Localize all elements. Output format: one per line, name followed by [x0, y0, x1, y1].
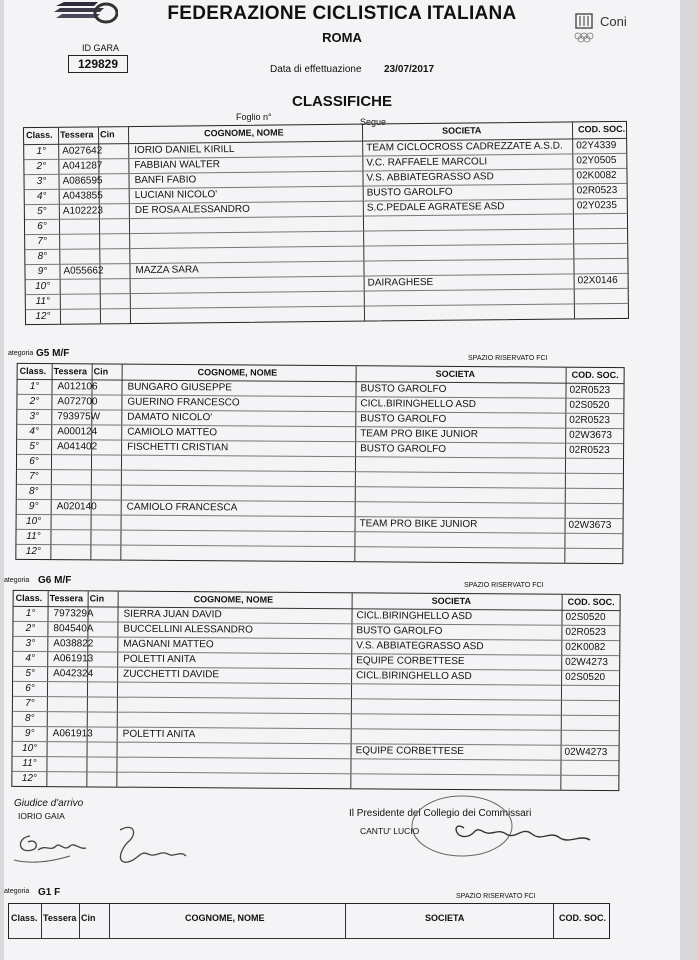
cell-tessera: A086595: [62, 175, 103, 187]
cell-tessera: A041287: [62, 160, 103, 172]
cell-cod: 02W4273: [565, 656, 609, 669]
column-divider: [109, 904, 110, 938]
cell-cod: 02K0082: [565, 641, 606, 654]
cell-pos: 1°: [29, 380, 40, 393]
cell-name: CAMIOLO FRANCESCA: [126, 501, 238, 514]
cell-name: ZUCCHETTI DAVIDE: [123, 668, 220, 681]
cell-tessera: A041402: [57, 441, 98, 453]
id-gara-label: ID GARA: [82, 43, 120, 53]
header-cod: COD. SOC.: [571, 369, 619, 381]
header-cin: Cin: [89, 593, 105, 604]
coni-logo-text: Coni: [600, 14, 627, 29]
cell-pos: 12°: [35, 310, 51, 323]
cell-pos: 2°: [36, 160, 47, 173]
spazio-riservato-label: SPAZIO RISERVATO FCI: [464, 582, 544, 589]
cell-societa: TEAM PRO BIKE JUNIOR: [360, 428, 479, 441]
cell-societa: BUSTO GAROLFO: [356, 625, 443, 637]
cell-pos: 1°: [36, 145, 47, 158]
category-label: ategoria: [8, 350, 34, 357]
date-value: 23/07/2017: [384, 64, 435, 75]
cell-cod: 02S0520: [569, 399, 610, 412]
cell-name: LUCIANI NICOLO': [134, 189, 218, 202]
header-cin: Cin: [100, 129, 115, 140]
cell-pos: 10°: [21, 742, 38, 755]
cell-pos: 11°: [22, 757, 37, 770]
cell-pos: 4°: [29, 425, 40, 438]
cell-name: IORIO DANIEL KIRILL: [134, 143, 235, 157]
header-class: Class.: [11, 913, 38, 923]
header-societa: SOCIETA: [435, 368, 476, 380]
cell-cod: 02R0523: [569, 414, 610, 427]
cell-societa: BUSTO GAROLFO: [360, 443, 447, 455]
category-name: G6 M/F: [38, 575, 72, 586]
cell-pos: 7°: [37, 235, 48, 248]
cell-societa: CICL.BIRINGHELLO ASD: [356, 610, 473, 623]
header-tessera: Tessera: [43, 913, 77, 923]
section-title: CLASSIFICHE: [291, 93, 392, 110]
cell-societa: V.S. ABBIATEGRASSO ASD: [356, 640, 484, 653]
spazio-riservato-label: SPAZIO RISERVATO FCI: [468, 355, 548, 362]
column-divider: [345, 904, 346, 938]
cell-name: BUCCELLINI ALESSANDRO: [123, 623, 253, 636]
cell-tessera: A038822: [53, 638, 94, 650]
cell-pos: 9°: [37, 265, 48, 278]
giudice-name: IORIO GAIA: [18, 811, 65, 821]
cell-cod: 02Y0235: [576, 199, 617, 212]
cell-cod: 02X0146: [577, 274, 618, 287]
cell-tessera: A020140: [56, 501, 97, 513]
federation-title: FEDERAZIONE CICLISTICA ITALIANA: [167, 3, 517, 24]
cell-tessera: A061913: [52, 728, 93, 740]
cell-cod: 02K0082: [576, 169, 617, 182]
cell-pos: 12°: [21, 772, 37, 785]
header-cod: COD. SOC.: [567, 596, 615, 608]
cell-cod: 02R0523: [565, 626, 607, 639]
cell-cod: 02Y4339: [576, 139, 617, 152]
cell-pos: 9°: [24, 727, 35, 740]
cell-societa: TEAM PRO BIKE JUNIOR: [359, 518, 478, 531]
cell-pos: 8°: [28, 485, 39, 498]
cell-societa: BUSTO GAROLFO: [360, 413, 447, 425]
results-table: [15, 363, 624, 564]
cell-societa: TEAM CICLOCROSS CADREZZATE A.S.D.: [366, 140, 563, 154]
cell-name: FISCHETTI CRISTIAN: [127, 441, 229, 454]
cell-pos: 9°: [28, 500, 39, 513]
cell-pos: 3°: [25, 637, 36, 650]
cell-tessera: A027642: [62, 145, 103, 157]
cell-societa: DAIRAGHESE: [367, 276, 434, 289]
cell-societa: EQUIPE CORBETTESE: [355, 745, 464, 758]
id-gara-value: 129829: [68, 55, 128, 73]
cell-societa: BUSTO GAROLFO: [360, 383, 447, 395]
cell-pos: 5°: [37, 205, 47, 218]
results-sheet: [4, 0, 680, 960]
cell-tessera: A102223: [62, 205, 103, 217]
cell-pos: 4°: [36, 190, 47, 203]
cell-societa: BUSTO GAROLFO: [366, 186, 453, 199]
cell-pos: 3°: [36, 175, 47, 188]
header-name: COGNOME, NOME: [185, 913, 265, 923]
presidente-name: CANTU' LUCIO: [360, 826, 420, 836]
segue-label: Segue: [360, 117, 387, 127]
cell-pos: 11°: [35, 295, 51, 308]
cell-pos: 7°: [25, 697, 35, 710]
city-label: ROMA: [322, 30, 362, 45]
giudice-signature-icon: [10, 820, 210, 878]
cell-pos: 3°: [29, 410, 40, 423]
header-cod: COD. SOC.: [577, 123, 626, 135]
cell-cod: 02R0523: [576, 184, 618, 197]
header-class: Class.: [19, 365, 47, 377]
cell-name: FABBIAN WALTER: [134, 159, 221, 172]
category-label: ategoria: [4, 577, 30, 584]
header-cod: COD. SOC.: [559, 913, 607, 923]
cell-name: MAGNANI MATTEO: [123, 638, 214, 651]
cell-name: MAZZA SARA: [135, 264, 199, 276]
presidente-label: Il Presidente del Collegio dei Commissari: [349, 808, 532, 819]
header-cin: Cin: [93, 366, 109, 377]
category-name: G5 M/F: [36, 348, 70, 359]
cell-tessera: 797329A: [53, 608, 94, 620]
header-tessera: Tessera: [53, 366, 88, 377]
column-divider: [553, 904, 554, 938]
cell-tessera: A072700: [57, 396, 98, 408]
header-name: COGNOME, NOME: [204, 127, 284, 139]
cell-name: POLETTI ANITA: [122, 728, 196, 741]
cell-pos: 12°: [25, 545, 41, 558]
cell-tessera: A012106: [57, 381, 98, 393]
header-name: COGNOME, NOME: [193, 594, 274, 605]
cell-pos: 7°: [29, 470, 39, 483]
cell-tessera: A055662: [63, 265, 104, 277]
cell-name: BANFI FABIO: [134, 174, 197, 187]
cell-societa: V.S. ABBIATEGRASSO ASD: [366, 171, 494, 184]
cell-pos: 6°: [37, 220, 47, 233]
cell-name: POLETTI ANITA: [123, 653, 196, 666]
header-tessera: Tessera: [49, 593, 84, 604]
cell-pos: 8°: [24, 712, 35, 725]
column-divider: [41, 904, 42, 938]
cell-pos: 4°: [25, 652, 36, 665]
cell-pos: 2°: [29, 395, 40, 408]
cell-tessera: A042324: [53, 668, 94, 680]
cell-societa: V.C. RAFFAELE MARCOLI: [366, 156, 488, 169]
cell-societa: S.C.PEDALE AGRATESE ASD: [366, 201, 505, 214]
cell-cod: 02W3673: [568, 519, 612, 532]
header-societa: SOCIETA: [441, 125, 482, 136]
cell-pos: 11°: [26, 530, 41, 543]
date-label: Data di effettuazione: [270, 64, 362, 75]
cell-cod: 02W4273: [564, 746, 608, 759]
cell-name: CAMIOLO MATTEO: [127, 426, 218, 439]
cell-pos: 6°: [29, 455, 39, 468]
cell-tessera: 804540A: [53, 623, 94, 635]
cell-societa: CICL.BIRINGHELLO ASD: [356, 670, 472, 683]
column-divider: [79, 904, 80, 938]
cell-cod: 02S0520: [565, 671, 606, 684]
header-societa: SOCIETA: [425, 913, 465, 923]
cell-pos: 6°: [25, 682, 35, 695]
cell-pos: 2°: [25, 622, 36, 635]
cell-cod: 02R0523: [569, 444, 610, 457]
cell-tessera: A000124: [57, 426, 98, 438]
category-label: ategoria: [4, 888, 30, 895]
presidente-signature-icon: [404, 790, 604, 860]
header-cin: Cin: [81, 913, 96, 923]
results-table: [23, 121, 629, 325]
header-divider: [9, 938, 609, 939]
cell-cod: 02S0520: [565, 611, 606, 624]
cell-cod: 02W3673: [569, 429, 613, 442]
cell-pos: 10°: [25, 515, 42, 528]
header-class: Class.: [15, 592, 43, 604]
cell-name: GUERINO FRANCESCO: [127, 396, 240, 409]
giudice-label: Giudice d'arrivo: [14, 798, 84, 809]
cell-tessera: A043855: [62, 190, 103, 202]
cell-cod: 02R0523: [569, 384, 611, 397]
header-societa: SOCIETA: [431, 595, 472, 607]
cell-tessera: A061913: [53, 653, 94, 665]
cell-name: SIERRA JUAN DAVID: [123, 608, 222, 621]
category-name: G1 F: [38, 887, 61, 898]
header-name: COGNOME, NOME: [197, 367, 278, 378]
header-tessera: Tessera: [60, 129, 94, 140]
cell-pos: 8°: [37, 250, 48, 263]
cell-societa: EQUIPE CORBETTESE: [356, 655, 465, 668]
header-class: Class.: [26, 129, 53, 141]
results-table: [11, 590, 620, 791]
cell-pos: 5°: [29, 440, 39, 453]
cell-name: BUNGARO GIUSEPPE: [127, 381, 233, 394]
cell-pos: 5°: [25, 667, 35, 680]
foglio-label: Foglio n°: [236, 112, 272, 122]
cell-cod: 02Y0505: [576, 154, 617, 167]
cell-pos: 10°: [35, 280, 51, 293]
cell-societa: CICL.BIRINGHELLO ASD: [360, 398, 477, 411]
cell-name: DE ROSA ALESSANDRO: [134, 203, 250, 217]
cell-pos: 1°: [25, 607, 36, 620]
cell-tessera: 793975W: [57, 411, 101, 423]
cell-name: DAMATO NICOLO': [127, 411, 213, 424]
spazio-riservato-label: SPAZIO RISERVATO FCI: [456, 893, 536, 900]
results-table: [8, 903, 610, 939]
